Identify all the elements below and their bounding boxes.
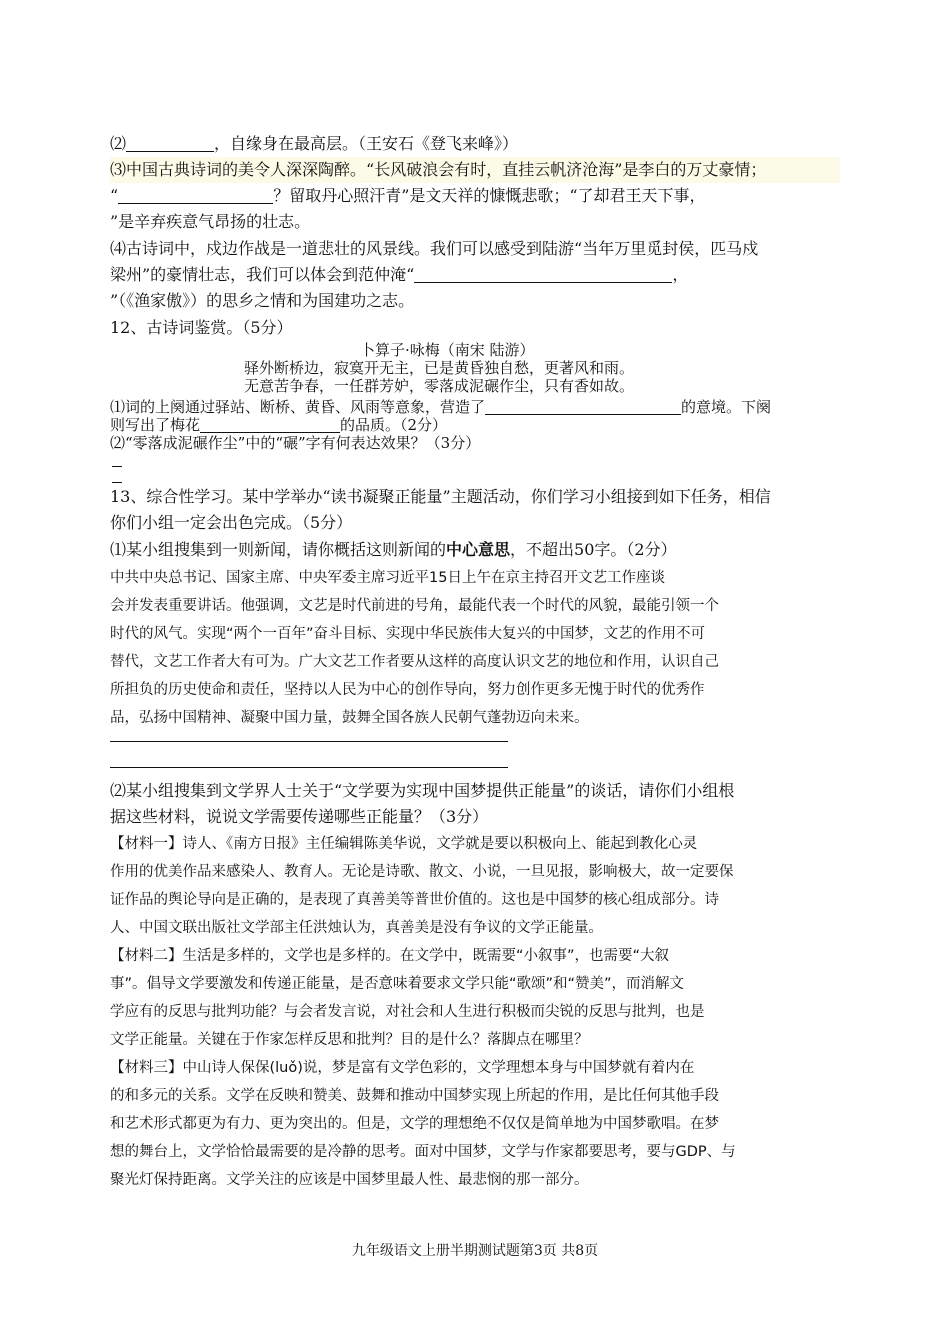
answer-line[interactable] [112, 466, 122, 467]
quote-mark: “ [110, 186, 119, 205]
emphasis-text: 中心意思 [446, 540, 511, 559]
news-line: 替代，文艺工作者大有可为。广大文艺工作者要从这样的高度认识文艺的地位和作用，认识自己 [110, 654, 719, 670]
q11-item3-line2 [110, 183, 840, 209]
q11-item4-line3 [110, 288, 840, 314]
news-line: 品，弘扬中国精神、凝聚中国力量，鼓舞全国各族人民朝气蓬勃迈向未来。 [110, 710, 589, 726]
q13-sub1 [110, 537, 840, 563]
item-text: 则写出了梅花 [110, 416, 201, 434]
q12-heading: 12、古诗词鉴赏。（5分） [110, 318, 293, 337]
answer-blank[interactable] [414, 264, 672, 283]
news-line: 所担负的历史使命和责任，坚持以人民为中心的创作导向，努力创作更多无愧于时代的优秀作 [110, 682, 705, 698]
q11-item4-line2 [110, 262, 840, 288]
material3-line: 聚光灯保持距离。文学关注的应该是中国梦里最人性、最悲悯的那一部分。 [110, 1172, 589, 1188]
item-text: 的意境。下阕 [681, 398, 772, 416]
q13-sub2-line1: ⑵某小组搜集到文学界人士关于“文学要为实现中国梦提供正能量”的谈话，请你们小组根 [110, 781, 735, 800]
q13-sub2-line2: 据这些材料，说说文学需要传递哪些正能量？（3分） [110, 807, 489, 826]
item-text: ？留取丹心照汗青”是文天祥的慷慨悲歌；“了却君王天下事， [273, 186, 706, 205]
item-number: ⑷ [110, 239, 127, 258]
answer-line[interactable] [110, 741, 508, 742]
q13-heading-line1: 13、综合性学习。某中学举办“读书凝聚正能量”主题活动，你们学习小组接到如下任务，相信 [110, 487, 771, 506]
item-text: ⑴某小组搜集到一则新闻，请你概括这则新闻的 [110, 540, 447, 559]
material3-line: 想的舞台上，文学恰恰最需要的是冷静的思考。面对中国梦，文学与作家都要思考，要与GDP、与 [110, 1144, 736, 1160]
q11-item3-line3 [110, 209, 840, 235]
item-text: ，自缘身在最高层。（王安石《登飞来峰》） [214, 134, 519, 153]
item-number: ⑶ [110, 160, 127, 179]
news-line: 时代的风气。实现“两个一百年”奋斗目标、实现中华民族伟大复兴的中国梦，文艺的作用不可 [110, 626, 706, 642]
material3-line: 的和多元的关系。文学在反映和赞美、鼓舞和推动中国梦实现上所起的作用，是比任何其他手段 [110, 1088, 719, 1104]
material2-line: 文学正能量。关键在于作家怎样反思和批判？目的是什么？落脚点在哪里？ [110, 1032, 589, 1048]
item-text: ⑴词的上阕通过驿站、断桥、黄昏、风雨等意象，营造了 [110, 398, 486, 416]
news-line: 中共中央总书记、国家主席、中央军委主席习近平15日上午在京主持召开文艺工作座谈 [110, 570, 665, 586]
material2-line: 【材料二】生活是多样的，文学也是多样的。在文学中，既需要“小叙事”，也需要“大叙 [110, 948, 670, 964]
item-text: ，不超出50字。（2分） [510, 540, 677, 559]
news-line: 会并发表重要讲话。他强调，文艺是时代前进的号角，最能代表一个时代的风貌，最能引领一个 [110, 598, 719, 614]
material1-line: 人、中国文联出版社文学部主任洪烛认为，真善美是没有争议的文学正能量。 [110, 920, 603, 936]
poem-line-1: 驿外断桥边，寂寞开无主，已是黄昏独自愁，更著风和雨。 [244, 359, 635, 377]
item-text: 的品质。（2分） [340, 416, 448, 434]
q11-item3-line1 [110, 157, 840, 183]
q12-sub2: ⑵“零落成泥碾作尘”中的“碾”字有何表达效果？（3分） [110, 434, 481, 452]
item-text: 中国古典诗词的美令人深深陶醉。“长风破浪会有时，直挂云帆济沧海”是李白的万丈豪情； [126, 160, 767, 179]
material1-line: 作用的优美作品来感染人、教育人。无论是诗歌、散文、小说，一旦见报，影响极大，故一定要保 [110, 864, 734, 880]
material1-line: 【材料一】诗人、《南方日报》主任编辑陈美华说，文学就是要以积极向上、能起到教化心灵 [110, 836, 698, 852]
q13-heading-line2: 你们小组一定会出色完成。（5分） [110, 513, 353, 532]
answer-blank[interactable] [126, 133, 214, 152]
answer-line[interactable] [110, 767, 508, 768]
item-text: 梁州”的豪情壮志，我们可以体会到范仲淹“ [110, 265, 415, 284]
item-number: ⑵ [110, 134, 127, 153]
material3-line: 【材料三】中山诗人保保(luǒ)说，梦是富有文学色彩的，文学理想本身与中国梦就有着内在 [110, 1060, 695, 1076]
answer-line[interactable] [112, 482, 122, 483]
poem-title: 卜算子·咏梅（南宋 陆游） [360, 341, 535, 359]
item-text: ”（《渔家傲》）的思乡之情和为国建功之志。 [110, 291, 415, 310]
material2-line: 学应有的反思与批判功能？与会者发言说，对社会和人生进行积极而尖锐的反思与批判，也是 [110, 1004, 705, 1020]
poem-line-2: 无意苦争春，一任群芳妒，零落成泥碾作尘，只有香如故。 [244, 377, 635, 395]
page-footer: 九年级语文上册半期测试题第3页 共8页 [351, 1243, 599, 1259]
material2-line: 事”。倡导文学要激发和传递正能量，是否意味着要求文学只能“歌颂”和“赞美”，而消解文 [110, 976, 685, 992]
item-text: ”是辛弃疾意气昂扬的壮志。 [110, 212, 311, 231]
item-text: 古诗词中，戍边作战是一道悲壮的风景线。我们可以感受到陆游“当年万里觅封侯，匹马戍 [126, 239, 759, 258]
material3-line: 和艺术形式都更为有力、更为突出的。但是，文学的理想绝不仅仅是简单地为中国梦歌唱。在梦 [110, 1116, 719, 1132]
q11-item2 [110, 131, 840, 157]
answer-blank[interactable] [118, 185, 273, 204]
q11-item4-line1 [110, 236, 840, 262]
item-text: ， [672, 265, 689, 284]
material1-line: 证作品的舆论导向是正确的，是表现了真善美等普世价值的。这也是中国梦的核心组成部分。诗 [110, 892, 719, 908]
